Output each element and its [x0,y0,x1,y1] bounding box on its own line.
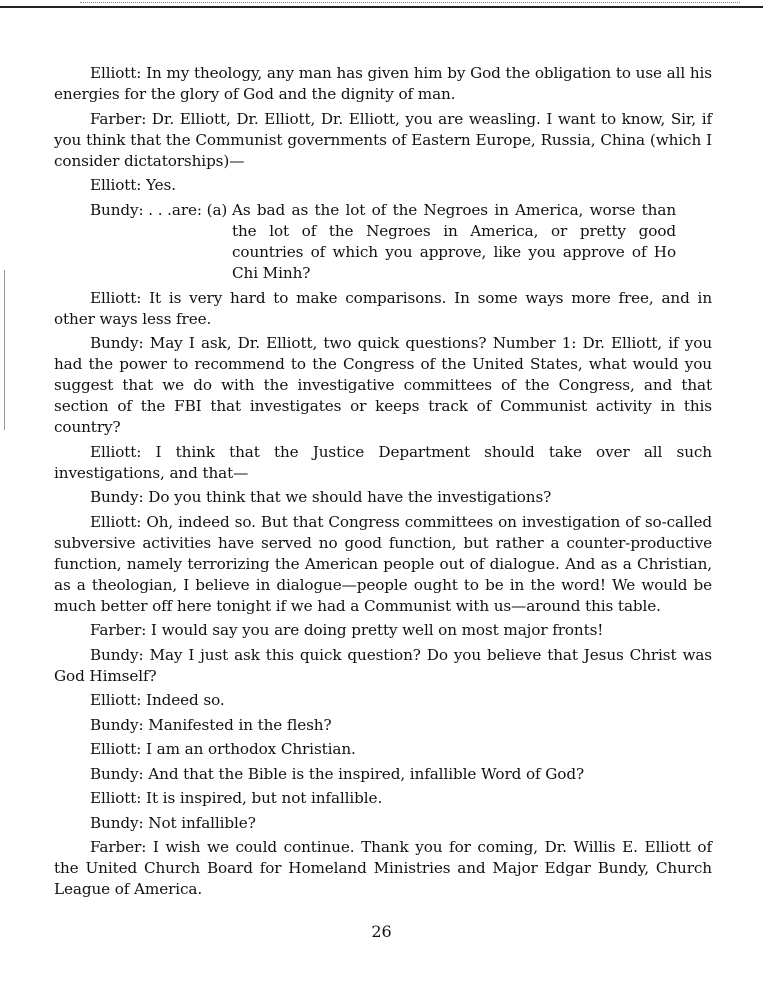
transcript-paragraph: Elliott: I think that the Justice Department should take over all such investigations, and that— [54,442,712,482]
transcript-paragraph: Bundy: May I just ask this quick question? Do you believe that Jesus Christ was God Himself? [54,645,712,685]
speaker-lead: Bundy: . . .are: (a) [90,200,232,219]
transcript-paragraph: Farber: I wish we could continue. Thank you for coming, Dr. Willis E. Elliott of the United Church Board for Homeland Ministries and Major Edgar Bundy, Church League of America. [54,838,712,898]
header-rule [0,6,763,8]
transcript-paragraph: Farber: Dr. Elliott, Dr. Elliott, Dr. Elliott, you are weasling. I want to know, Sir, if you think that the Communist governments of Eastern Europe, Russia, China (which I consider dictatorships)— [54,109,712,170]
transcript-paragraph: Farber: I would say you are doing pretty well on most major fronts! [90,621,604,639]
transcript-paragraph: Elliott: It is inspired, but not infallible. [90,789,383,807]
transcript-body [54,63,712,904]
hanging-text: As bad as the lot of the Negroes in America, worse than the lot of the Negroes in America, or pretty good countries of which you approve, like you approve of Ho Chi Minh? [232,200,676,282]
transcript-paragraph: Bundy: Do you think that we should have the investigations? [90,488,552,506]
transcript-paragraph: Bundy: May I ask, Dr. Elliott, two quick questions? Number 1: Dr. Elliott, if you had the power to recommend to the Congress of the United States, what would you suggest that we do with the investigative committees of the Congress, and that section of the FBI that investigates or keeps track of Communist activity in this country? [54,334,712,436]
transcript-paragraph: Elliott: Oh, indeed so. But that Congress committees on investigation of so-called subversive activities have served no good function, but rather a counter-productive function, namely terrorizing the American people out of dialogue. And as a Christian, as a theologian, I believe in dialogue—people ought to be in the word! We would be much better off here tonight if we had a Communist with us—around this table. [54,512,712,615]
transcript-paragraph: Bundy: Manifested in the flesh? [90,715,332,734]
transcript-paragraph: Elliott: It is very hard to make comparisons. In some ways more free, and in other ways less free. [54,288,712,328]
binding-mark [4,270,5,430]
transcript-paragraph: Bundy: And that the Bible is the inspired, infallible Word of God? [90,764,585,783]
transcript-paragraph: Elliott: In my theology, any man has given him by God the obligation to use all his energies for the glory of God and the dignity of man. [54,64,712,103]
transcript-paragraph: Elliott: Indeed so. [90,691,225,709]
transcript-paragraph-hanging [54,200,712,284]
transcript-paragraph: Bundy: Not infallible? [90,813,256,832]
page-number: 26 [371,922,392,941]
header-dotted-rule [80,2,740,3]
transcript-paragraph: Elliott: I am an orthodox Christian. [90,740,356,758]
transcript-paragraph: Elliott: Yes. [90,176,176,194]
